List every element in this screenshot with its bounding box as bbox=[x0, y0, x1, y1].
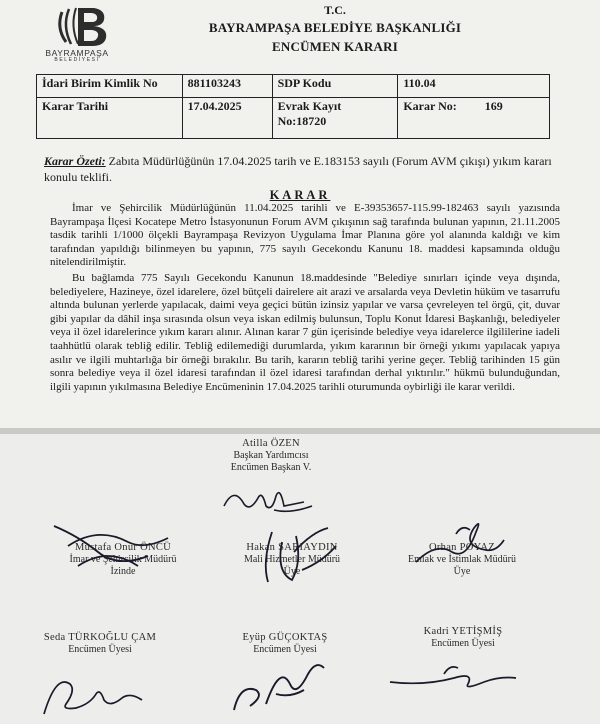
baskan-role: Encümen Başkan V. bbox=[230, 462, 312, 473]
emlak-note: Üye bbox=[453, 566, 471, 577]
emlak-name: Orhan POYAZ bbox=[428, 542, 495, 553]
kadri-signature-icon bbox=[384, 656, 524, 696]
mali-title: Mali Hizmetler Müdürü bbox=[243, 554, 341, 565]
eyup-signature-icon bbox=[220, 654, 340, 716]
signature-block-mali bbox=[222, 542, 362, 578]
summary-text: Zabıta Müdürlüğünün 17.04.2025 tarih ve E.183153 sayılı (Forum AVM çıkışı) yıkım kararı konulu teklifi. bbox=[44, 154, 552, 184]
baskan-name: Atilla ÖZEN bbox=[242, 438, 300, 449]
decision-summary bbox=[44, 153, 554, 185]
info-row bbox=[37, 98, 550, 139]
kadri-name: Kadri YETİŞMİŞ bbox=[423, 626, 503, 637]
signature-block-baskan bbox=[206, 438, 336, 474]
mali-signature-icon bbox=[232, 522, 352, 586]
signature-block-imar bbox=[48, 542, 198, 578]
karar-no-label: Karar No: bbox=[403, 99, 457, 113]
imar-name: Mustafa Onur ÖNCÜ bbox=[74, 542, 172, 553]
header-tc: T.C. bbox=[324, 3, 346, 17]
emlak-signature-icon bbox=[396, 512, 516, 572]
document-header bbox=[130, 0, 540, 55]
sdp-value: 110.04 bbox=[398, 75, 550, 98]
decision-paragraph-2: Bu bağlamda 775 Sayılı Gecekondu Kanunun 18.maddesinde "Belediye sınırları içinde veya dışında, belediyelere, Hazineye, özel idarelere, özel bütçeli dairelere ait arazi ve arsalarda veya Devletin hüküm ve tasarrufu altında bulunan yerlerde yapılacak, daimi veya geçici bütün izinsiz yapılar ve varsa çevreleyen tel örgü, çit, duvar gibi yapılar da dâhil inşa sırasında olsun veya iskan edilmiş bulunsun, Toplu Konut İdaresi Başkanlığı, belediyeler veya il özel idarelerince yıkım kararı alınır. Alınan karar 7 gün içerisinde belediye veya idarelerce ilgililerine iadeli taahhütlü olarak tebliğ edilir. Tebliğ edilemediği durumlarda, yıkım kararının bir örneği yıkımı yapılacak yapıya asılır ve ilgili muhtarlığa bir örneği bırakılır. Bu tarih, kararın tebliğ tarihi yerine geçer. Tebliğ tarihinden 15 gün sonra belediye veya il özel idaresi tarafından il özel idaresi tarafından derhal yıktırılır." hükmü bulunduğundan, ilgili yapının yıkılmasına Belediye Encümeninin 17.04.2025 tarihli oturumunda oybirliği ile karar verildi. bbox=[50, 271, 560, 393]
evrak-kayit-value: No:18720 bbox=[277, 114, 327, 128]
mali-name: Hakan SARIAYDIN bbox=[246, 542, 338, 553]
seda-title: Encümen Üyesi bbox=[68, 644, 132, 655]
logo-name: BAYRAMPAŞA bbox=[45, 48, 109, 58]
info-row bbox=[37, 75, 550, 98]
kadri-title: Encümen Üyesi bbox=[431, 638, 495, 649]
baskan-signature-icon bbox=[214, 476, 324, 516]
seda-name: Seda TÜRKOĞLU ÇAM bbox=[43, 632, 157, 643]
karar-no-value: 169 bbox=[484, 99, 503, 113]
imar-signature-icon bbox=[48, 516, 198, 574]
info-table bbox=[36, 74, 550, 139]
imar-note: İzinde bbox=[110, 566, 136, 577]
idari-birim-label: İdari Birim Kimlik No bbox=[37, 75, 183, 98]
idari-birim-value: 881103243 bbox=[182, 75, 272, 98]
signature-block-eyup bbox=[220, 632, 350, 656]
evrak-kayit-cell bbox=[272, 98, 398, 139]
karar-no-cell bbox=[398, 98, 550, 139]
municipality-logo bbox=[22, 4, 132, 70]
decision-title: KARAR bbox=[269, 188, 331, 202]
baskan-title: Başkan Yardımcısı bbox=[233, 450, 309, 461]
logo-subname: BELEDİYESİ bbox=[54, 57, 100, 63]
imar-title: İmar ve Şehircilik Müdürü bbox=[69, 554, 177, 565]
header-document-type: ENCÜMEN KARARI bbox=[272, 39, 398, 54]
header-municipality: BAYRAMPAŞA BELEDİYE BAŞKANLIĞI bbox=[208, 20, 462, 35]
eyup-title: Encümen Üyesi bbox=[253, 644, 317, 655]
signature-block-kadri bbox=[388, 626, 538, 650]
signature-block-seda bbox=[20, 632, 180, 656]
evrak-kayit-label: Evrak Kayıt bbox=[277, 99, 342, 113]
signature-block-emlak bbox=[392, 542, 532, 578]
seda-signature-icon bbox=[26, 664, 166, 720]
decision-body bbox=[50, 202, 560, 394]
eyup-name: Eyüp GÜÇOKTAŞ bbox=[242, 632, 328, 643]
signature-sheet bbox=[0, 434, 600, 724]
sdp-label: SDP Kodu bbox=[272, 75, 398, 98]
emlak-title: Emlak ve İstimlak Müdürü bbox=[407, 554, 517, 565]
karar-tarihi-label: Karar Tarihi bbox=[37, 98, 183, 139]
karar-tarihi-value: 17.04.2025 bbox=[182, 98, 272, 139]
mali-note: Üye bbox=[283, 566, 301, 577]
summary-label: Karar Özeti: bbox=[44, 154, 106, 168]
logo-emblem-icon bbox=[22, 4, 132, 50]
decision-paragraph-1: İmar ve Şehircilik Müdürlüğünün 11.04.2025 tarihli ve E-39353657-115.99-182463 sayılı yazısında Bayrampaşa İlçesi Kocatepe Metro İstasyonunun Forum AVM çıkışının sağ tarafında bulunan yapının, 21.11.2005 tasdik tarihli 1/1000 ölçekli Bayrampaşa Revizyon Uygulama İmar Planına göre yol alanında kaldığı ve kim tarafından yapıldığı bilinmeyen bu yapının, 775 sayılı Gecekondu Kanunu 18. maddesi kapsamında olduğu nitelendirilmiştir. bbox=[50, 202, 560, 269]
